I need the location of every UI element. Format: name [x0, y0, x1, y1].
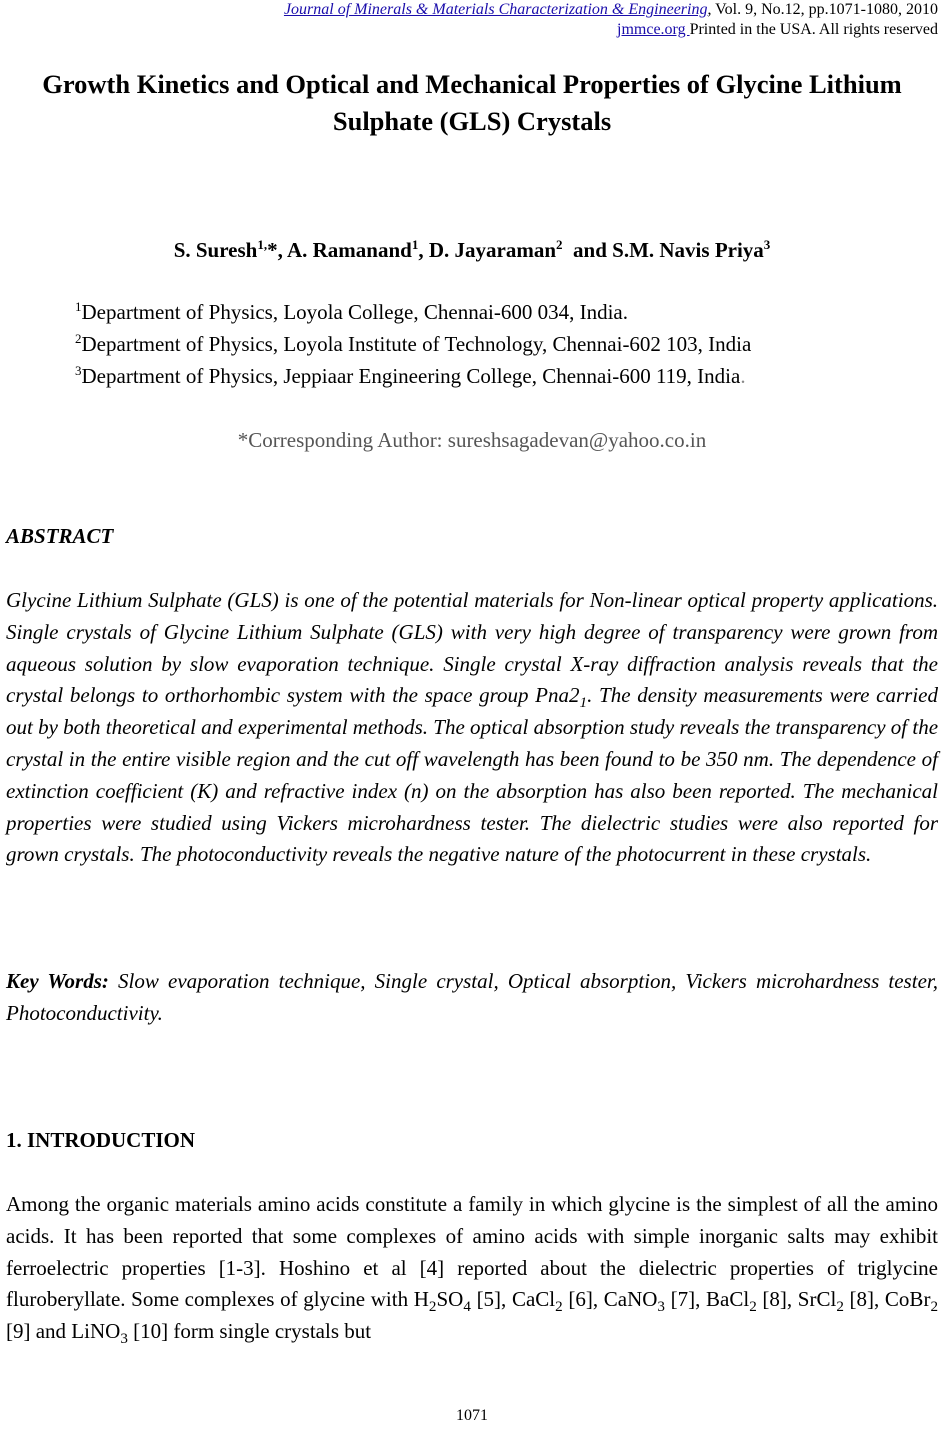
author-separator: *,	[267, 238, 287, 262]
intro-text: [8], SrCl	[756, 1287, 837, 1312]
intro-text: [7], BaCl	[664, 1287, 750, 1312]
abstract-body	[6, 585, 938, 871]
abstract-heading: ABSTRACT	[6, 524, 114, 548]
author-affiliation-mark: 3	[763, 237, 771, 252]
affiliation-end: .	[740, 364, 746, 388]
page-number: 1071	[456, 1407, 488, 1424]
intro-subscript: 2	[428, 1299, 437, 1316]
volume-info: , Vol. 9, No.12, pp.1071-1080, 2010	[707, 1, 938, 18]
abstract-text: Glycine Lithium Sulphate (GLS) is one of the potential materials for Non-linear optical property applications. Single crystals of Glycine Lithium Sulphate (GLS) with very high degree of transparency were grown from aqueous solution by slow evaporation technique. Single crystal X-ray diffraction analysis reveals that the crystal belongs to orthorhombic system with the space group Pna2	[6, 588, 938, 708]
keywords	[6, 966, 938, 1030]
affiliation	[75, 330, 751, 358]
intro-subscript: 4	[463, 1299, 471, 1316]
affiliation-number: 2	[75, 331, 82, 346]
abstract-subscript: 1	[579, 695, 588, 712]
affiliation-number: 3	[75, 363, 82, 378]
author-affiliation-mark: 2	[556, 237, 563, 252]
intro-text: [6], CaNO	[562, 1287, 658, 1312]
keywords-label: Key Words:	[6, 969, 109, 993]
intro-subscript: 2	[836, 1299, 844, 1316]
affiliation-text: Department of Physics, Loyola Institute of Technology, Chennai-602 103, India	[81, 332, 752, 356]
author-name: S. Suresh	[173, 238, 258, 262]
paper-title: Growth Kinetics and Optical and Mechanical Properties of Glycine Lithium Sulphate (GLS) Crystals	[42, 69, 902, 136]
intro-text: SO	[436, 1287, 464, 1312]
author-affiliation-mark: 1	[411, 237, 419, 252]
journal-link[interactable]: Journal of Minerals & Materials Characterization & Engineering	[283, 1, 708, 18]
affiliation	[75, 298, 628, 326]
affiliation-text: Department of Physics, Loyola College, Chennai-600 034, India	[81, 300, 623, 324]
rights-header	[617, 20, 938, 40]
site-link[interactable]: jmmce.org	[617, 21, 690, 38]
author-affiliation-mark: 1,	[257, 237, 268, 252]
affiliation	[75, 362, 746, 390]
intro-subscript: 2	[555, 1299, 563, 1316]
corresponding-author: *Corresponding Author: sureshsagadevan@yahoo.co.in	[237, 428, 707, 452]
keywords-text: Slow evaporation technique, Single crystal, Optical absorption, Vickers microhardness tester, Photoconductivity.	[6, 969, 938, 1025]
author-separator: and	[562, 238, 613, 262]
intro-subscript: 2	[749, 1299, 757, 1316]
author-name: D. Jayaraman	[428, 238, 557, 262]
intro-text: Among the organic materials amino acids constitute a family in which glycine is the simplest of all the amino acids. It has been reported that some complexes of amino acids with simple inorganic salts may exhibit ferroelectric properties [1-3]. Hoshino et al [4] reported about the dielectric properties of triglycine fluroberyllate. Some complexes of glycine with H	[6, 1192, 938, 1312]
rights-text: Printed in the USA. All rights reserved	[689, 21, 938, 38]
affiliation-number: 1	[75, 299, 82, 314]
intro-text: [5], CaCl	[470, 1287, 556, 1312]
author-name: S.M. Navis Priya	[612, 238, 764, 262]
introduction-body	[6, 1189, 938, 1348]
author-name: A. Ramanand	[286, 238, 412, 262]
affiliation-text: Department of Physics, Jeppiaar Engineering College, Chennai-600 119, India	[81, 364, 741, 388]
intro-subscript: 3	[657, 1299, 665, 1316]
journal-header	[284, 0, 938, 20]
intro-subscript: 3	[120, 1331, 128, 1348]
intro-subscript: 2	[930, 1299, 938, 1316]
introduction-heading: 1. INTRODUCTION	[6, 1128, 196, 1152]
intro-text: [10] form single crystals but	[127, 1319, 372, 1344]
abstract-text: . The density measurements were carried out by both theoretical and experimental methods. The optical absorption study reveals the transparency of the crystal in the entire visible region and the cut off wavelength has been found to be 350 nm. The dependence of extinction coefficient (K) and refractive index (n) on the absorption has also been reported. The mechanical properties were studied using Vickers microhardness tester. The dielectric studies were also reported for grown crystals. The photoconductivity reveals the negative nature of the photocurrent in these crystals.	[6, 683, 939, 867]
affiliation-end: .	[622, 300, 628, 324]
author-list	[0, 236, 944, 264]
intro-text: [8], CoBr	[843, 1287, 931, 1312]
author-separator: ,	[418, 238, 429, 262]
intro-text: [9] and LiNO	[6, 1319, 121, 1344]
